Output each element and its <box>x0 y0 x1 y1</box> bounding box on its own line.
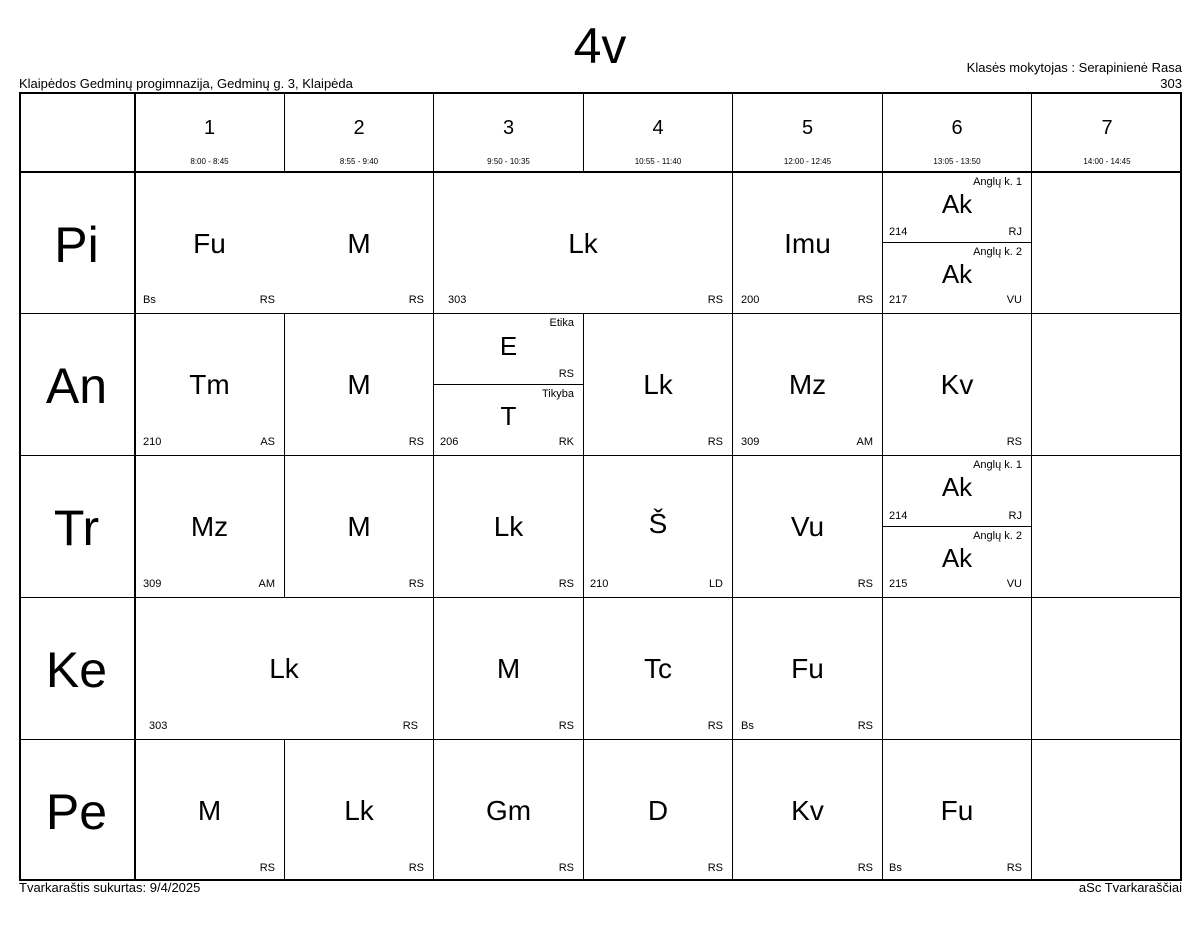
lesson-teacher: RS <box>402 720 418 732</box>
lesson-subject: Gm <box>485 795 532 826</box>
period-header <box>1032 92 1182 172</box>
period-number: 3 <box>502 117 515 139</box>
lesson-teacher: RJ <box>1008 226 1022 238</box>
lesson-group: Anglų k. 2 <box>973 530 1022 542</box>
lesson-teacher: RS <box>707 294 723 306</box>
lesson-teacher: RS <box>259 862 275 874</box>
lesson-teacher: RS <box>857 294 873 306</box>
period-time: 10:55 - 11:40 <box>634 157 682 166</box>
lesson-cell[interactable] <box>584 598 732 739</box>
day-name: Pe <box>45 784 108 840</box>
lesson-subject: M <box>347 369 371 400</box>
lesson-cell-group[interactable] <box>883 243 1031 313</box>
lesson-room: 309 <box>741 436 760 448</box>
lesson-cell-group[interactable] <box>434 314 583 384</box>
lesson-cell[interactable] <box>285 173 433 313</box>
lesson-subject: Mz <box>190 511 229 542</box>
lesson-subject: Kv <box>791 795 824 826</box>
lesson-subject: Š <box>648 508 668 539</box>
lesson-subject: Fu <box>940 795 974 826</box>
created-date: Tvarkaraštis sukurtas: 9/4/2025 <box>19 880 201 895</box>
class-room: 303 <box>1160 76 1182 91</box>
period-number: 7 <box>1101 117 1113 139</box>
lesson-teacher: AS <box>260 436 275 448</box>
period-time: 8:00 - 8:45 <box>190 157 229 166</box>
day-name: Tr <box>53 500 100 556</box>
lesson-teacher: RS <box>558 368 574 380</box>
lesson-teacher: AM <box>258 578 275 590</box>
period-time: 8:55 - 9:40 <box>339 157 379 166</box>
period-time: 12:00 - 12:45 <box>783 157 832 166</box>
lesson-room: Bs <box>741 720 754 732</box>
lesson-cell[interactable] <box>135 740 284 881</box>
lesson-cell[interactable] <box>135 456 284 597</box>
lesson-room: 214 <box>889 226 908 238</box>
lesson-room: 214 <box>889 510 908 522</box>
lesson-cell-group[interactable] <box>434 385 583 455</box>
lesson-group: Anglų k. 2 <box>973 246 1022 258</box>
lesson-teacher: RS <box>259 294 275 306</box>
lesson-teacher: RS <box>408 862 424 874</box>
lesson-teacher: RS <box>707 436 723 448</box>
lesson-teacher: RS <box>857 578 873 590</box>
lesson-room: 303 <box>448 294 467 306</box>
lesson-subject: Lk <box>344 795 374 826</box>
lesson-cell[interactable] <box>733 173 882 313</box>
lesson-subject: Fu <box>791 653 824 684</box>
lesson-cell[interactable] <box>434 456 583 597</box>
lesson-teacher: RS <box>408 294 424 306</box>
period-header <box>883 92 1031 172</box>
lesson-cell[interactable] <box>135 314 284 455</box>
lesson-room: Bs <box>889 862 902 874</box>
period-number: 2 <box>353 117 365 139</box>
lesson-subject: Vu <box>790 511 825 542</box>
lesson-subject: M <box>197 795 222 826</box>
lesson-group: Anglų k. 1 <box>973 459 1022 471</box>
day-label <box>19 456 134 597</box>
lesson-subject: Ak <box>941 189 973 219</box>
lesson-room: 215 <box>889 578 908 590</box>
lesson-teacher: AM <box>856 436 873 448</box>
lesson-cell[interactable] <box>733 456 882 597</box>
period-number: 5 <box>801 117 814 139</box>
lesson-subject: Kv <box>940 369 974 400</box>
school-name: Klaipėdos Gedminų progimnazija, Gedminų g. 3, Klaipėda <box>19 76 353 91</box>
day-label <box>19 314 134 455</box>
lesson-cell[interactable] <box>135 173 284 313</box>
period-time: 9:50 - 10:35 <box>487 157 530 166</box>
lesson-cell[interactable] <box>584 456 732 597</box>
lesson-cell[interactable] <box>584 740 732 881</box>
lesson-room: 206 <box>440 436 459 448</box>
lesson-room: 309 <box>143 578 162 590</box>
lesson-subject: Lk <box>269 653 299 684</box>
lesson-cell[interactable] <box>434 740 583 881</box>
period-number: 4 <box>652 117 664 139</box>
day-name: An <box>45 358 108 414</box>
lesson-cell-group[interactable] <box>883 527 1031 597</box>
lesson-cell[interactable] <box>434 598 583 739</box>
lesson-subject: Lk <box>568 228 598 259</box>
lesson-teacher: RS <box>857 862 873 874</box>
lesson-subject: E <box>499 331 518 361</box>
lesson-subject: Fu <box>193 228 226 259</box>
brand-label: aSc Tvarkaraščiai <box>1078 880 1182 895</box>
lesson-subject: M <box>347 511 371 542</box>
lesson-cell[interactable] <box>584 314 732 455</box>
lesson-teacher: RS <box>408 436 424 448</box>
lesson-cell[interactable] <box>733 598 882 739</box>
lesson-subject: Tc <box>644 653 672 684</box>
lesson-cell[interactable] <box>285 740 433 881</box>
lesson-teacher: RS <box>707 862 723 874</box>
period-header <box>285 92 433 172</box>
lesson-subject: Tm <box>189 369 230 400</box>
lesson-room: 210 <box>590 578 609 590</box>
lesson-teacher: RS <box>707 720 723 732</box>
day-label <box>19 173 134 313</box>
timetable-grid <box>19 92 1182 881</box>
lesson-room: 303 <box>149 720 168 732</box>
lesson-group: Etika <box>549 317 574 329</box>
lesson-room: 200 <box>741 294 760 306</box>
period-number: 6 <box>951 117 963 139</box>
lesson-cell-group[interactable] <box>883 456 1031 526</box>
lesson-teacher: RJ <box>1008 510 1022 522</box>
lesson-group: Anglų k. 1 <box>973 176 1022 188</box>
lesson-subject: Imu <box>784 228 831 259</box>
lesson-subject: M <box>496 653 521 684</box>
lesson-room: 210 <box>143 436 162 448</box>
class-title: 4v <box>573 18 627 74</box>
lesson-subject: Ak <box>941 543 973 573</box>
day-label <box>19 740 134 881</box>
lesson-cell[interactable] <box>135 598 433 739</box>
lesson-subject: D <box>647 795 669 826</box>
period-header <box>733 92 882 172</box>
class-teacher: Klasės mokytojas : Serapinienė Rasa <box>966 60 1182 75</box>
lesson-cell[interactable] <box>733 740 882 881</box>
lesson-cell[interactable] <box>285 456 433 597</box>
period-header <box>434 92 583 172</box>
day-label <box>19 598 134 739</box>
lesson-subject: M <box>347 228 371 259</box>
lesson-teacher: VU <box>1006 578 1022 590</box>
day-name: Ke <box>45 642 108 698</box>
lesson-room: Bs <box>143 294 156 306</box>
lesson-subject: Ak <box>941 472 973 502</box>
period-header <box>135 92 284 172</box>
lesson-cell[interactable] <box>883 314 1031 455</box>
lesson-teacher: VU <box>1006 294 1022 306</box>
lesson-cell[interactable] <box>434 173 732 313</box>
grid-divider <box>1031 92 1032 881</box>
lesson-teacher: RS <box>857 720 873 732</box>
period-header <box>584 92 732 172</box>
period-number: 1 <box>203 117 216 139</box>
lesson-subject: Ak <box>941 259 973 289</box>
lesson-teacher: RS <box>558 578 574 590</box>
lesson-subject: Mz <box>788 369 827 400</box>
lesson-cell[interactable] <box>883 740 1031 881</box>
lesson-teacher: RK <box>558 436 574 448</box>
lesson-subject: T <box>500 401 517 431</box>
lesson-teacher: RS <box>1006 436 1022 448</box>
lesson-cell[interactable] <box>733 314 882 455</box>
lesson-cell-group[interactable] <box>883 173 1031 242</box>
lesson-subject: Lk <box>643 369 673 400</box>
lesson-cell[interactable] <box>285 314 433 455</box>
lesson-teacher: LD <box>708 578 723 590</box>
period-time: 13:05 - 13:50 <box>933 157 981 166</box>
lesson-teacher: RS <box>558 720 574 732</box>
lesson-subject: Lk <box>493 511 524 542</box>
lesson-group: Tikyba <box>542 388 574 400</box>
lesson-teacher: RS <box>408 578 424 590</box>
lesson-teacher: RS <box>558 862 574 874</box>
day-name: Pi <box>54 217 99 273</box>
period-time: 14:00 - 14:45 <box>1083 157 1131 166</box>
lesson-teacher: RS <box>1006 862 1022 874</box>
lesson-room: 217 <box>889 294 908 306</box>
